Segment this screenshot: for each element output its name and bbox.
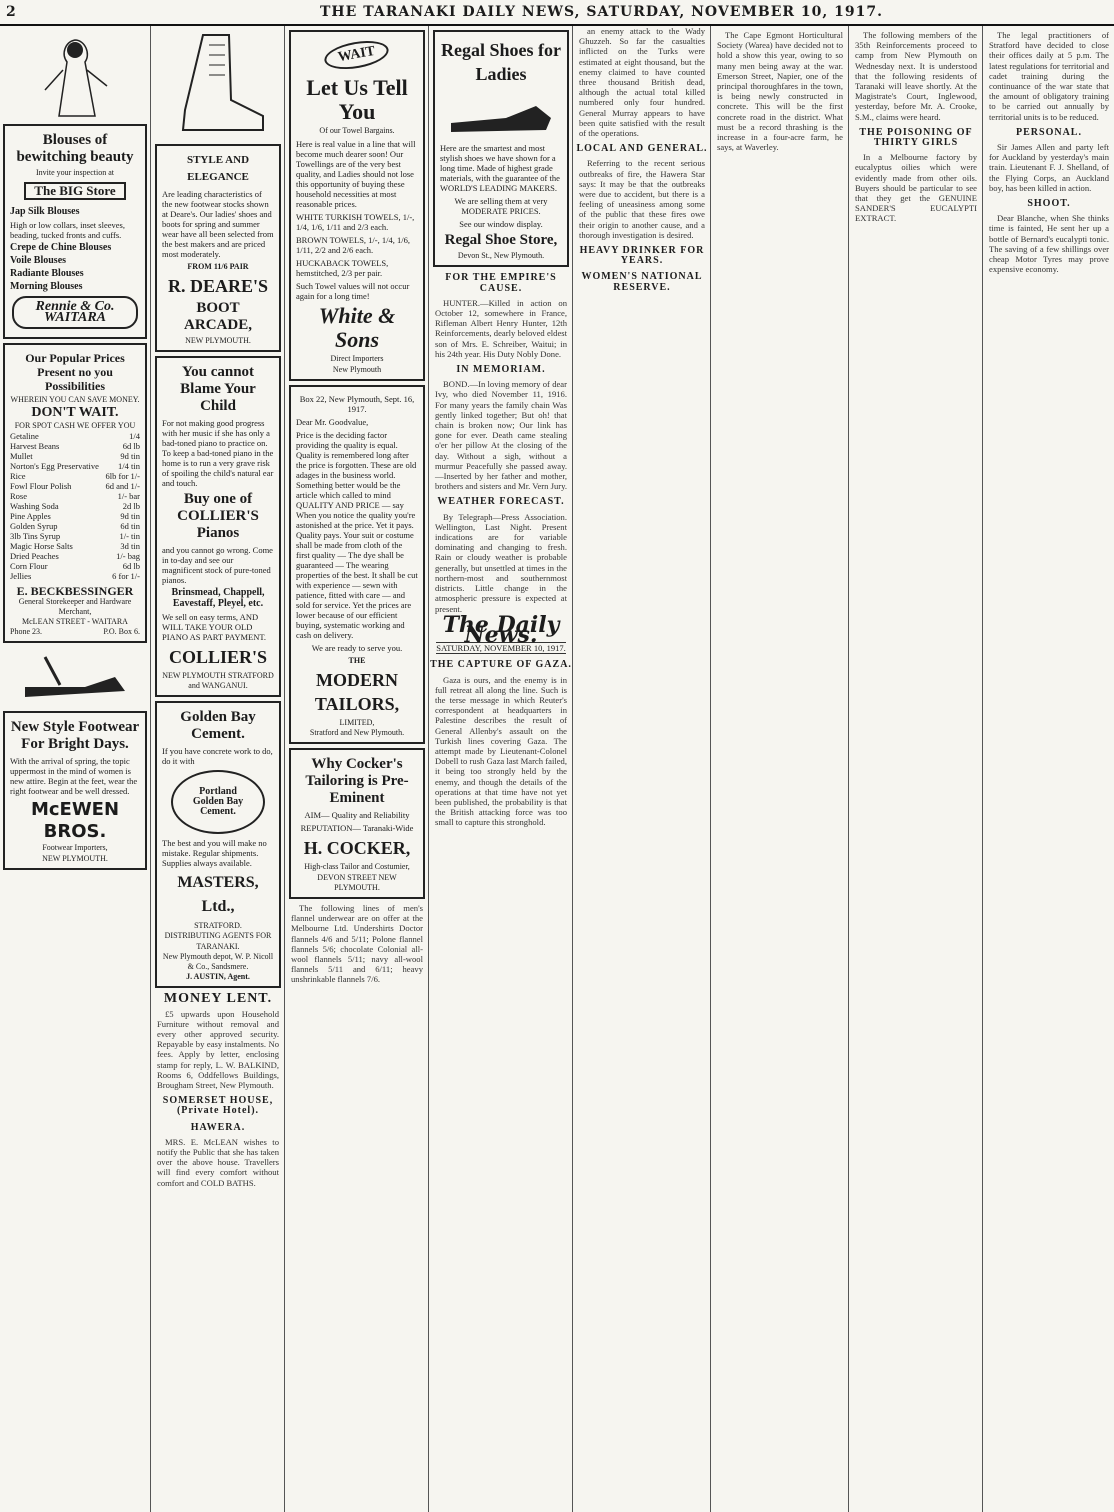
price-item-price: 1/- bag xyxy=(116,551,140,562)
towel-line-1: WHITE TURKISH TOWELS, 1/-, 1/4, 1/6, 1/11 and 2/3 each. xyxy=(296,212,415,233)
price-list-item xyxy=(10,541,140,551)
towel-line-3: HUCKABACK TOWELS, hemstitched, 2/3 per pair. xyxy=(296,258,389,279)
somerset-heading: SOMERSET HOUSE, (Private Hotel). xyxy=(162,1095,274,1117)
masters-agent: J. AUSTIN, Agent. xyxy=(186,972,250,982)
price-item-name: Corn Flour xyxy=(10,561,48,572)
shoe-illustration xyxy=(446,88,556,138)
lettell-body: Here is real value in a line that will become much dearer soon! Our Towellings are of the very best quality, and Ladies should not lose this opportunity of buying these household necessities at most reasonable prices. xyxy=(296,139,416,210)
column-8 xyxy=(984,26,1114,1512)
price-list-item xyxy=(10,571,140,581)
price-item-price: 6lb for 1/- xyxy=(105,471,140,482)
personal-body: Sir James Allen and party left for Auckland by yesterday's main train. Lieutenant F. J. Shelland, of the Flying Corps, an Auckland boy, has been killed in action. xyxy=(989,142,1109,193)
poison-heading: THE POISONING OF THIRTY GIRLS xyxy=(859,126,973,149)
price-list-item xyxy=(10,511,140,521)
whites-sub: Direct Importers xyxy=(330,354,384,364)
prices-sub: WHEREIN YOU CAN SAVE MONEY. xyxy=(10,394,140,404)
deare-name: R. DEARE'S xyxy=(167,276,269,297)
shoe-illustration xyxy=(15,647,135,707)
style-ad xyxy=(155,144,281,352)
masthead-title: THE TARANAKI DAILY NEWS, SATURDAY, NOVEMBER 10, 1917. xyxy=(320,4,883,20)
price-list-item xyxy=(10,531,140,541)
column-4 xyxy=(430,26,573,1512)
spot-cash: FOR SPOT CASH WE OFFER YOU xyxy=(14,421,136,431)
footwear-heading: New Style Footwear For Bright Days. xyxy=(10,719,140,753)
column-7 xyxy=(850,26,983,1512)
somerset-body: MRS. E. McLEAN wishes to notify the Public that she has taken over the above house. Travellers will find every comfort without comfort and COLD BATHS. xyxy=(157,1136,279,1188)
whites-addr: New Plymouth xyxy=(332,364,382,374)
cocker-name: H. COCKER, xyxy=(303,838,411,859)
letter-address: Box 22, New Plymouth, Sept. 16, 1917. xyxy=(299,393,415,414)
weather-heading: WEATHER FORECAST. xyxy=(437,496,565,508)
tailors-ad xyxy=(289,385,425,745)
blouses-item-4: Radiante Blouses xyxy=(10,268,84,280)
price-item-name: Washing Soda xyxy=(10,501,59,512)
mcewen-name: McEWEN BROS. xyxy=(30,799,120,843)
style-heading: STYLE AND ELEGANCE xyxy=(186,154,250,183)
regal-body: Here are the smartest and most stylish shoes we have shown for a long time. Made of highest grade materials, with the guarantee of the WORLD'S LEADING MAKERS. xyxy=(440,143,560,194)
price-item-name: Golden Syrup xyxy=(10,521,58,532)
masters-depot: New Plymouth depot, W. P. Nicoll & Co., Sandsmere. xyxy=(162,951,274,972)
cement-heading: Golden Bay Cement. xyxy=(180,709,256,743)
cement-ad xyxy=(155,701,281,988)
modern-name: MODERN TAILORS, xyxy=(314,670,400,715)
col7-body: The following members of the 35th Reinforcements proceed to camp from New Plymouth on Wednesday next. It is understood that the following residents of Taranaki will leave shortly. At the Magistrate's Court, Inglewood, yesterday, before Mr. A. Crooke, S.M., claims were heard. xyxy=(855,30,977,122)
price-list-item xyxy=(10,491,140,501)
price-item-price: 1/- tin xyxy=(119,531,140,542)
masters-name: MASTERS, Ltd., xyxy=(177,874,259,916)
collier-body: and you cannot go wrong. Come in to-day and see our magnificent stock of pure-toned pianos. xyxy=(162,545,273,586)
cement-note: The best and you will make no mistake. Regular shipments. Supplies always available. xyxy=(162,838,267,869)
cement-logo-line-2: Golden Bay xyxy=(192,796,244,808)
blouses-ad xyxy=(3,124,147,339)
style-body: Are leading characteristics of the new footwear stocks shown at Deare's. Our ladies' shoes and boots for spring and summer wear have all been selected from the best makers and are priced most moderately. xyxy=(162,189,274,259)
rennie-logo: Rennie & Co. WAITARA xyxy=(12,296,138,328)
cocker-reputation: REPUTATION— Taranaki-Wide xyxy=(300,823,414,834)
shoot-body: Dear Blanche, when She thinks time is fainted, He sent her up a bottle of Bernard's eucalypti tonic. The saving of a few shillings over cheap Motor Tyres may prove expensive economy. xyxy=(989,213,1109,275)
blouses-item-1: Jap Silk Blouses xyxy=(10,206,80,218)
price-list-item xyxy=(10,441,140,451)
piano-brands: Brinsmead, Chappell, Eavestaff, Pleyel, etc. xyxy=(171,587,265,609)
cocker-ad xyxy=(289,748,425,899)
price-item-price: 6 for 1/- xyxy=(112,571,140,582)
blouses-item-text: High or low collars, inset sleeves, beading, tucked fronts and cuffs. xyxy=(10,220,125,241)
price-item-price: 1/4 xyxy=(129,431,140,442)
lettell-heading: Let Us Tell You xyxy=(306,75,408,125)
blame-body: For not making good progress with her music if she has only a bad-toned piano to practice on. To keep a bad-toned piano in the home is to run a very grave risk of spoiling the child's natural ear and touch. xyxy=(162,418,274,489)
flannel-notice: The following lines of men's flannel underwear are on offer at the Melbourne Ltd. Undershirts Doctor flannels 4/6 and 5/11; Polone flannel flannels 5/6; chocolate Colonial all-wool flannels 5/11; navy all-wool flannels 5/11 and 6/11; heavy unshrinkable flannels 7/6. xyxy=(291,903,423,985)
towel-ad xyxy=(289,30,425,381)
regal-heading: Regal Shoes for Ladies xyxy=(441,40,561,84)
money-heading: MONEY LENT. xyxy=(163,991,273,1007)
wait-text: WAIT xyxy=(337,43,377,66)
price-list-item xyxy=(10,451,140,461)
cocker-sub: High-class Tailor and Costumier, xyxy=(304,862,410,872)
blouses-item-2: Crepe de Chine Blouses xyxy=(10,242,112,254)
price-list xyxy=(10,431,140,581)
towel-line-2: BROWN TOWELS, 1/-, 1/4, 1/6, 1/11, 2/2 and 2/6 each. xyxy=(296,235,410,256)
wnr-heading: WOMEN'S NATIONAL RESERVE. xyxy=(581,271,703,293)
memoriam-heading: IN MEMORIAM. xyxy=(456,364,546,376)
masters-sub: DISTRIBUTING AGENTS FOR TARANAKI. xyxy=(164,931,272,951)
gaza-continued: an enemy attack to the Wady Ghuzzeh. So far the casualties inflicted on the Turks were estimated at eight thousand, but the enemy claimed to have counted three thousand British dead, although the actual total killed numbered only four hundred. General Murray appears to have been quite satisfied with the result of the operations. xyxy=(579,26,705,139)
cocker-addr: DEVON STREET NEW PLYMOUTH. xyxy=(317,872,397,892)
shoot-heading: SHOOT. xyxy=(1027,198,1071,210)
regal-sell: We are selling them at very MODERATE PRICES. xyxy=(454,196,548,217)
collier-heading: Buy one of COLLIER'S Pianos xyxy=(177,491,259,542)
regal-window: See our window display. xyxy=(459,219,543,230)
boot-illustration xyxy=(163,30,273,140)
price-item-price: 1/- bar xyxy=(117,491,140,502)
price-item-name: Fowl Flour Polish xyxy=(10,481,72,492)
modern-addr: Stratford and New Plymouth. xyxy=(309,728,405,738)
column-6 xyxy=(712,26,849,1512)
collier-sell: We sell on easy terms, AND WILL TAKE YOUR OLD PIANO AS PART PAYMENT. xyxy=(162,611,267,642)
local-heading: LOCAL AND GENERAL. xyxy=(576,143,708,155)
mcewen-addr: NEW PLYMOUTH. xyxy=(42,853,108,863)
cement-logo xyxy=(171,770,265,834)
cement-body: If you have concrete work to do, do it with xyxy=(162,746,273,767)
cement-logo-line-3: Cement. xyxy=(200,806,236,818)
cement-logo-line-1: Portland xyxy=(199,785,237,797)
price-item-price: 6d tin xyxy=(120,521,140,532)
modern-the: THE xyxy=(348,655,366,665)
newspaper-name: The Daily News. xyxy=(442,611,560,648)
money-body: £5 upwards upon Household Furniture without removal and every other approved security. Repayable by easy instalments. No fees. Apply by letter, enclosing stamp for reply, L. W. BALKIND, Rooms 6, Oddfellows Buildings, Brougham Street, New Plymouth. xyxy=(157,1008,279,1091)
price-item-price: 9d tin xyxy=(120,451,140,462)
personal-heading: PERSONAL. xyxy=(1016,126,1082,138)
price-item-name: Getaline xyxy=(10,431,39,442)
modern-ltd: LIMITED, xyxy=(339,718,375,728)
price-item-name: Rice xyxy=(10,471,26,482)
price-item-name: Pine Apples xyxy=(10,511,51,522)
whites-name: White & Sons xyxy=(318,303,396,353)
collier-name: COLLIER'S xyxy=(168,646,268,667)
blouses-heading: Blouses of bewitching beauty xyxy=(16,132,134,165)
newspaper-date: SATURDAY, NOVEMBER 10, 1917. xyxy=(436,643,566,654)
price-list-item xyxy=(10,501,140,511)
price-item-name: Jellies xyxy=(10,571,32,582)
price-item-price: 9d tin xyxy=(120,511,140,522)
price-list-item xyxy=(10,561,140,571)
beck-name: E. BECKBESSINGER xyxy=(16,584,134,599)
letter-greeting: Dear Mr. Goodvalue, xyxy=(296,416,369,427)
price-item-price: 1/4 tin xyxy=(118,461,140,472)
drinker-heading: HEAVY DRINKER FOR YEARS. xyxy=(579,245,705,267)
empire-heading: FOR THE EMPIRE'S CAUSE. xyxy=(445,272,557,294)
column-2 xyxy=(152,26,285,1512)
price-item-name: Rose xyxy=(10,491,27,502)
wait-sign xyxy=(323,37,392,74)
price-list-item xyxy=(10,551,140,561)
letter-close: We are ready to serve you. xyxy=(311,642,403,653)
price-list-item xyxy=(10,481,140,491)
blame-heading: You cannot Blame Your Child xyxy=(180,364,256,415)
footwear-body: With the arrival of spring, the topic uppermost in the mind of women is new attire. Begin at the feet, wear the right footwear and be well dressed. xyxy=(10,756,138,797)
beck-addr: McLEAN STREET - WAITARA xyxy=(22,617,128,627)
beck-line: General Storekeeper and Hardware Merchant, xyxy=(18,596,132,616)
prices-ad xyxy=(3,343,147,644)
dont-wait: DON'T WAIT. xyxy=(31,405,119,421)
regal-store: Regal Shoe Store, xyxy=(444,232,558,249)
price-list-item xyxy=(10,471,140,481)
big-store-logo: The BIG Store xyxy=(24,182,125,200)
poison-body: In a Melbourne factory by eucalyptus oilies which were evidently made from other oils. Buyers should be particular to see that they get the GENUINE SANDER'S EUCALYPTI EXTRACT. xyxy=(855,152,977,224)
gaza-body: Gaza is ours, and the enemy is in full retreat all along the line. Such is the terse message in which Reuter's correspondent at headquarters in Palestine describes the result of General Allenby's assault on the Turkish lines covering Gaza. The attempt made by Lieutenant-Colonel Dobell to rush Gaza last March failed, it being too strongly held by the enemy, and though the details of the operations at that time have not yet been published, the probability is that the British attacking force was too small to capture this stronghold. xyxy=(435,674,567,828)
price-list-item xyxy=(10,461,140,471)
column-1 xyxy=(0,26,151,1512)
gaza-heading: THE CAPTURE OF GAZA. xyxy=(430,659,572,671)
deare-sub: BOOT ARCADE, xyxy=(184,300,252,334)
regal-ad xyxy=(433,30,569,267)
deare-addr: NEW PLYMOUTH. xyxy=(185,336,251,346)
price-item-price: 3d tin xyxy=(120,541,140,552)
prices-heading: Our Popular Prices Present no you Possibilities xyxy=(25,350,125,393)
footwear-ad xyxy=(3,711,147,869)
memoriam-body: BOND.—In loving memory of dear Ivy, who died November 11, 1916. For many years the family chain Was gently linked together; But oh! that chain is broken now; Our link has gone for ever. Death came stealing o'er her pillow At the closing of the day. Without a sigh, without a murmur Peacefully she passed away. —Inserted by her father and mother, brothers and sisters and Mr. Vern Jury. xyxy=(435,379,567,492)
price-item-name: Magic Horse Salts xyxy=(10,541,73,552)
price-item-name: Dried Peaches xyxy=(10,551,59,562)
cocker-aim: AIM— Quality and Reliability xyxy=(304,810,410,821)
style-price: FROM 11/6 PAIR xyxy=(187,262,249,271)
mcewen-sub: Footwear Importers, xyxy=(42,843,108,853)
letter-body: Price is the deciding factor providing the quality is equal. Quality is remembered long after the price is forgotten. These are old adages in the business world. Something better would be the article which called to mind QUALITY AND PRICE — say When you notice the quality you're astonished at the price. Yet it pays. Quality pays. Your suit or costume shall be made from cloth of the first quality — The dye shall be guaranteed — The wearing properties of the best. It shall be cut with experience — sewn with patience, fitted with care — and sold for service. Yet the prices are lower because of our efficient buying, systematic working and cash on delivery. xyxy=(296,429,418,640)
price-item-name: 3lb Tins Syrup xyxy=(10,531,61,542)
column-5 xyxy=(574,26,711,1512)
towel-note: Such Towel values will not occur again for a long time! xyxy=(296,281,410,302)
price-item-price: 6d and 1/- xyxy=(105,481,140,492)
price-item-name: Harvest Beans xyxy=(10,441,60,452)
blouses-item-5: Morning Blouses xyxy=(10,281,83,293)
price-item-price: 6d lb xyxy=(122,561,140,572)
col6-body: The Cape Egmont Horticultural Society (Warea) have decided not to hold a show this year, owing to so many men being away at the war. Emerson Street, Napier, one of the principal thoroughfares in the town, is being newly constructed in concrete. This will be the first concrete road in the district. What must be a record thrashing is the increase in a four-acre farm, he says, at Waverley. xyxy=(717,30,843,153)
somerset-town: HAWERA. xyxy=(190,1121,246,1133)
price-list-item xyxy=(10,521,140,531)
col8-body: The legal practitioners of Stratford have decided to close their offices daily at 5 p.m. The latest regulations for territorial and cadet training during the continuance of the war state that the amount of obligatory training to be carried out annually by territorial units is to be reduced. xyxy=(989,30,1109,122)
collier-addr: NEW PLYMOUTH STRATFORD and WANGANUI. xyxy=(162,670,274,691)
weather-body: By Telegraph—Press Association. Wellington, Last Night. Present indications are for variable dominating and changing to fresh. Rain or cloudy weather is probable generally, but unsettled at times in the northern-most and southernmost districts. Little change in the atmospheric pressure is expected at present. xyxy=(435,511,567,614)
price-item-name: Mullet xyxy=(10,451,33,462)
cocker-heading: Why Cocker's Tailoring is Pre-Eminent xyxy=(305,756,409,807)
masthead xyxy=(0,0,1114,26)
price-item-name: Norton's Egg Preservative xyxy=(10,461,99,472)
lettell-sub: Of our Towel Bargains. xyxy=(319,126,395,136)
blouses-item-3: Voile Blouses xyxy=(10,255,67,267)
regal-addr: Devon St., New Plymouth. xyxy=(457,251,545,261)
column-3 xyxy=(286,26,429,1512)
beck-phone: Phone 23. xyxy=(10,627,42,637)
lady-illustration xyxy=(15,30,135,120)
empire-body: HUNTER.—Killed in action on October 12, somewhere in France, Rifleman Albert Henry Hunter, 12th Reinforcements, dearly beloved eldest son of Mrs. E. Schreiber, Waitui; in his 24th year. His Duty Nobly Done. xyxy=(435,297,567,359)
price-item-price: 2d lb xyxy=(122,501,140,512)
price-list-item xyxy=(10,431,140,441)
page-number: 2 xyxy=(6,4,16,20)
local-body: Referring to the recent serious outbreaks of fire, the Hawera Star says: It may be that the outbreaks were due to accident, but there is a feeling of uneasiness among some of the public that these fires owe their origin to another cause, and a thorough investigation is desired. xyxy=(579,158,705,240)
blouses-sub: Invite your inspection at xyxy=(36,168,114,177)
collier-ad xyxy=(155,356,281,697)
masters-town: STRATFORD. xyxy=(194,921,242,931)
beck-box: P.O. Box 6. xyxy=(103,627,140,637)
price-item-price: 6d lb xyxy=(122,441,140,452)
